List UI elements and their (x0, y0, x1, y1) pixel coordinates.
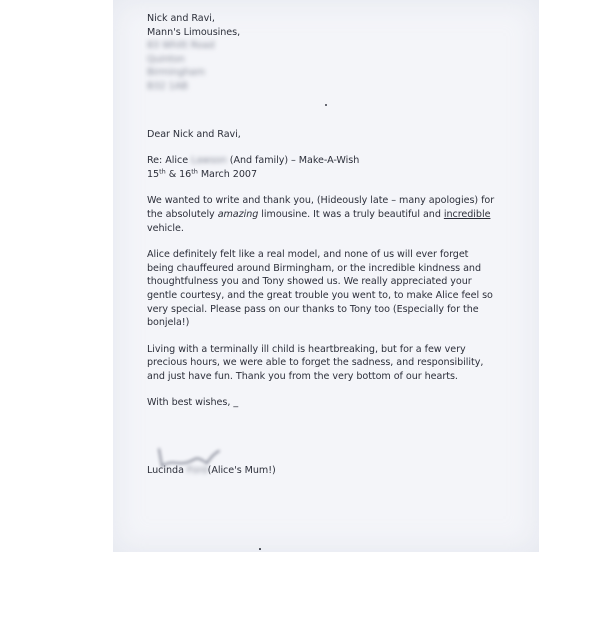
signer-relation: (Alice's Mum!) (207, 465, 276, 477)
date-day-2: 16 (179, 168, 192, 180)
date-suffix-2: th (191, 167, 198, 176)
paragraph-living (147, 343, 519, 384)
paragraph-line: Alice definitely felt like a real model, and none of us will ever forget (147, 249, 469, 261)
paragraph-line: precious hours, we were able to forget the sadness, and responsibility, (147, 357, 484, 369)
underlined-incredible: incredible (443, 208, 491, 220)
paragraph-alice (147, 248, 519, 330)
paragraph-thanks (147, 194, 519, 235)
redacted-signer-surname: Ford (186, 465, 208, 477)
paragraph-line: Living with a terminally ill child is heartbreaking, but for a few very (147, 343, 466, 355)
redacted-surname: Lawson (191, 155, 227, 167)
redacted-address (147, 39, 519, 93)
paragraph-line: vehicle. (147, 222, 184, 234)
scan-speck (325, 104, 327, 106)
redacted-address-line-4: B32 1AB (147, 80, 188, 92)
date-day-1: 15 (147, 168, 160, 180)
letter-body (147, 12, 519, 478)
company-line: Mann's Limousines, (147, 26, 241, 38)
recipient-line: Nick and Ravi, (147, 13, 215, 24)
scan-speck (259, 548, 261, 550)
paragraph-line: thoughtfulness you and Tony showed us. We really appreciated your (147, 276, 472, 288)
paragraph-line (147, 208, 519, 222)
subject-prefix: Re: Alice (147, 155, 189, 167)
closing: With best wishes, _ (147, 397, 239, 409)
redacted-address-line-2: Quinton (147, 53, 185, 65)
paragraph-line: gentle courtesy, and the great trouble you went to, to make Alice feel so (147, 289, 493, 301)
date-line (147, 168, 519, 182)
redacted-address-line-3: Birmingham (147, 67, 206, 79)
text-run: the absolutely (147, 208, 218, 220)
paragraph-line: We wanted to write and thank you, (Hideously late – many apologies) for (147, 195, 495, 207)
date-month-year: March 2007 (200, 168, 258, 180)
salutation: Dear Nick and Ravi, (147, 128, 241, 140)
paragraph-line: bonjela!) (147, 317, 190, 329)
signer-first-name: Lucinda (147, 465, 184, 477)
date-ampersand: & (168, 168, 177, 180)
subject-line (147, 154, 519, 168)
subject-suffix: (And family) – Make-A-Wish (229, 155, 360, 167)
paragraph-line: very special. Please pass on our thanks to Tony too (Especially for the (147, 303, 479, 315)
scanned-letter-page (113, 0, 539, 552)
paragraph-line: and just have fun. Thank you from the very bottom of our hearts. (147, 370, 458, 382)
text-run: limousine. It was a truly beautiful and (258, 208, 444, 220)
redacted-address-line-1: 83 Whitt Road (147, 40, 215, 52)
date-suffix-1: th (159, 167, 166, 176)
emphasis-amazing: amazing (217, 208, 259, 220)
paragraph-line: being chauffeured around Birmingham, or the incredible kindness and (147, 262, 481, 274)
handwritten-signature (155, 445, 225, 469)
